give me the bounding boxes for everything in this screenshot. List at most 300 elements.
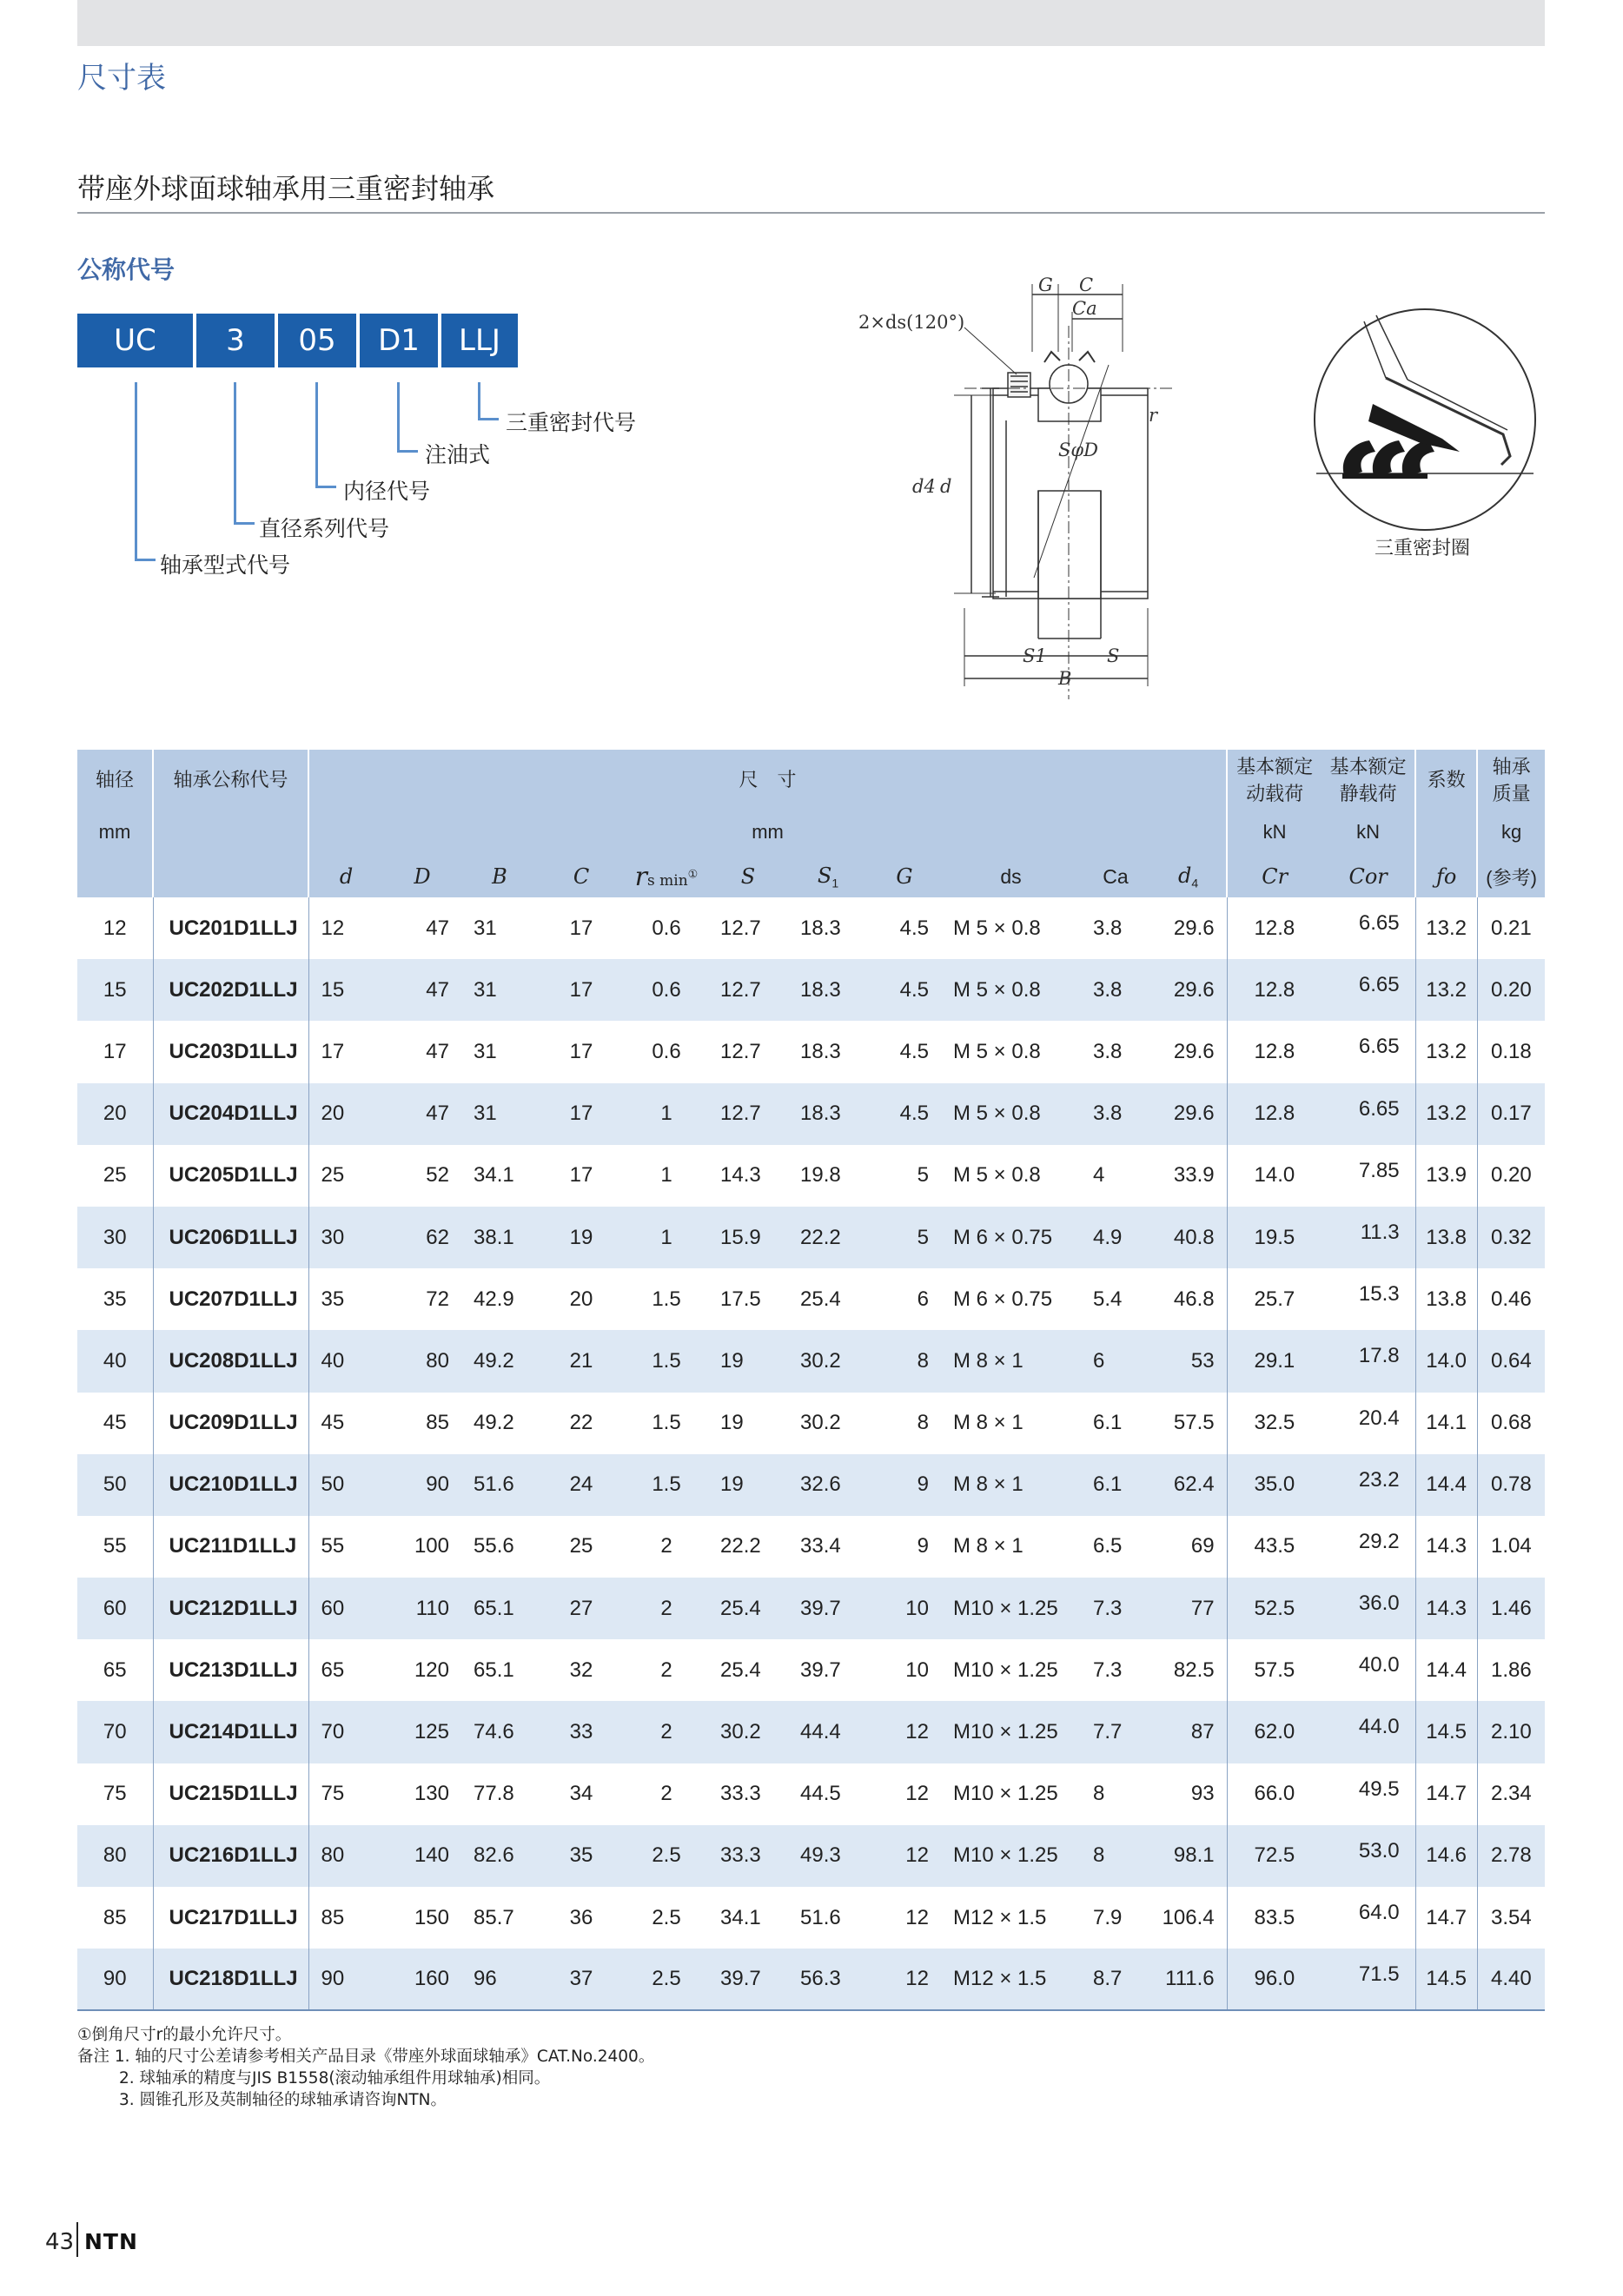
- cell-d4: 29.6: [1150, 959, 1227, 1021]
- cell-S: 19: [708, 1454, 788, 1516]
- header-mass: 轴承 质量: [1477, 750, 1545, 808]
- cell-code: UC203D1LLJ: [153, 1021, 308, 1082]
- note-footnote: ①倒角尺寸r的最小允许尺寸。: [77, 2026, 292, 2044]
- page-heading: 带座外球面球轴承用三重密封轴承: [77, 172, 495, 205]
- header-cr: 基本额定 动载荷: [1227, 750, 1322, 808]
- cell-mass: 0.20: [1477, 959, 1545, 1021]
- cell-shaft: 25: [77, 1145, 153, 1207]
- cell-S: 19: [708, 1393, 788, 1454]
- cell-B: 31: [461, 897, 538, 959]
- cell-rs: 0.6: [625, 959, 708, 1021]
- cell-D: 85: [383, 1393, 461, 1454]
- cell-G: 12: [868, 1949, 941, 2010]
- cell-S: 14.3: [708, 1145, 788, 1207]
- cell-shaft: 35: [77, 1268, 153, 1330]
- cell-S: 12.7: [708, 1083, 788, 1145]
- top-band: [77, 0, 1545, 46]
- cell-S: 33.3: [708, 1763, 788, 1825]
- cell-Ca: 4: [1081, 1145, 1150, 1207]
- table-row: [77, 1701, 1545, 1763]
- cell-S1: 44.4: [788, 1701, 868, 1763]
- cell-mass: 4.40: [1477, 1949, 1545, 2010]
- cell-Cr: 35.0: [1227, 1454, 1322, 1516]
- table-row: [77, 959, 1545, 1021]
- cell-rs: 2: [625, 1701, 708, 1763]
- table-row: [77, 1516, 1545, 1578]
- cell-S1: 18.3: [788, 959, 868, 1021]
- cell-d4: 40.8: [1150, 1207, 1227, 1268]
- cell-Cr: 12.8: [1227, 1021, 1322, 1082]
- cell-C: 22: [538, 1393, 625, 1454]
- cell-Cr: 12.8: [1227, 1083, 1322, 1145]
- cell-shaft: 15: [77, 959, 153, 1021]
- cell-ds: M 5 × 0.8: [941, 897, 1081, 959]
- cell-Cr: 57.5: [1227, 1639, 1322, 1701]
- cell-d: 12: [308, 897, 383, 959]
- cell-B: 49.2: [461, 1393, 538, 1454]
- cell-D: 47: [383, 959, 461, 1021]
- cell-code: UC215D1LLJ: [153, 1763, 308, 1825]
- cell-D: 130: [383, 1763, 461, 1825]
- cell-mass: 0.78: [1477, 1454, 1545, 1516]
- cell-D: 62: [383, 1207, 461, 1268]
- cell-fo: 14.7: [1415, 1763, 1477, 1825]
- code-box-type: UC: [77, 314, 193, 367]
- cell-ds: M 5 × 0.8: [941, 1083, 1081, 1145]
- label-d4: d4: [912, 476, 936, 497]
- unit-dimensions: mm: [308, 808, 1227, 856]
- cell-Cr: 72.5: [1227, 1825, 1322, 1887]
- cell-Ca: 5.4: [1081, 1268, 1150, 1330]
- table-row: [77, 1578, 1545, 1639]
- cell-ds: M10 × 1.25: [941, 1701, 1081, 1763]
- cell-C: 17: [538, 1145, 625, 1207]
- cell-Ca: 3.8: [1081, 1021, 1150, 1082]
- cell-Cor: 11.3: [1322, 1207, 1415, 1268]
- cell-mass: 0.64: [1477, 1330, 1545, 1392]
- cell-d: 25: [308, 1145, 383, 1207]
- cell-B: 65.1: [461, 1639, 538, 1701]
- cell-fo: 13.2: [1415, 897, 1477, 959]
- cell-d: 40: [308, 1330, 383, 1392]
- cell-fo: 14.7: [1415, 1887, 1477, 1949]
- cell-G: 4.5: [868, 897, 941, 959]
- col-B: B: [461, 856, 538, 897]
- cell-B: 77.8: [461, 1763, 538, 1825]
- col-D: D: [383, 856, 461, 897]
- cell-d4: 69: [1150, 1516, 1227, 1578]
- header-code: 轴承公称代号: [153, 750, 308, 808]
- cell-rs: 1.5: [625, 1330, 708, 1392]
- cell-G: 12: [868, 1825, 941, 1887]
- cell-Cor: 23.2: [1322, 1454, 1415, 1516]
- cell-code: UC209D1LLJ: [153, 1393, 308, 1454]
- cell-B: 31: [461, 1083, 538, 1145]
- cell-C: 19: [538, 1207, 625, 1268]
- tree-line: [234, 382, 236, 524]
- cell-S: 25.4: [708, 1639, 788, 1701]
- cell-d: 75: [308, 1763, 383, 1825]
- cell-rs: 2.5: [625, 1825, 708, 1887]
- cell-shaft: 30: [77, 1207, 153, 1268]
- cell-code: UC212D1LLJ: [153, 1578, 308, 1639]
- cell-S1: 44.5: [788, 1763, 868, 1825]
- cell-C: 36: [538, 1887, 625, 1949]
- cell-Ca: 8.7: [1081, 1949, 1150, 2010]
- header-shaft: 轴径: [77, 750, 153, 808]
- cell-B: 31: [461, 1021, 538, 1082]
- code-label-series: 直径系列代号: [259, 516, 390, 541]
- cell-B: 82.6: [461, 1825, 538, 1887]
- cell-G: 9: [868, 1516, 941, 1578]
- cell-Cr: 32.5: [1227, 1393, 1322, 1454]
- cell-fo: 14.0: [1415, 1330, 1477, 1392]
- cell-G: 10: [868, 1578, 941, 1639]
- cell-d: 17: [308, 1021, 383, 1082]
- cell-Cor: 64.0: [1322, 1887, 1415, 1949]
- cell-code: UC218D1LLJ: [153, 1949, 308, 2010]
- cell-rs: 1: [625, 1207, 708, 1268]
- cell-S1: 30.2: [788, 1393, 868, 1454]
- cell-S: 12.7: [708, 959, 788, 1021]
- table-row: [77, 1268, 1545, 1330]
- cell-code: UC202D1LLJ: [153, 959, 308, 1021]
- cell-G: 9: [868, 1454, 941, 1516]
- cell-B: 31: [461, 959, 538, 1021]
- col-S1: $S_1$: [788, 856, 868, 897]
- footer-divider: [76, 2222, 78, 2257]
- cell-G: 10: [868, 1639, 941, 1701]
- cell-Ca: 8: [1081, 1763, 1150, 1825]
- cell-D: 150: [383, 1887, 461, 1949]
- code-box-grease: D1: [360, 314, 438, 367]
- cell-Cr: 25.7: [1227, 1268, 1322, 1330]
- cell-Cor: 15.3: [1322, 1268, 1415, 1330]
- cell-d4: 98.1: [1150, 1825, 1227, 1887]
- cell-Cor: 71.5: [1322, 1949, 1415, 2010]
- cell-S: 22.2: [708, 1516, 788, 1578]
- cell-mass: 0.21: [1477, 897, 1545, 959]
- cell-mass: 1.04: [1477, 1516, 1545, 1578]
- cell-D: 120: [383, 1639, 461, 1701]
- col-Cor: Cor: [1322, 856, 1415, 897]
- cell-G: 4.5: [868, 959, 941, 1021]
- cell-code: UC206D1LLJ: [153, 1207, 308, 1268]
- unit-cor: kN: [1322, 808, 1415, 856]
- cell-fo: 14.5: [1415, 1701, 1477, 1763]
- cell-S: 19: [708, 1330, 788, 1392]
- cell-d4: 62.4: [1150, 1454, 1227, 1516]
- cell-rs: 1: [625, 1083, 708, 1145]
- cell-G: 8: [868, 1393, 941, 1454]
- cell-mass: 2.78: [1477, 1825, 1545, 1887]
- cell-d4: 87: [1150, 1701, 1227, 1763]
- cell-C: 17: [538, 1083, 625, 1145]
- cell-B: 96: [461, 1949, 538, 2010]
- cell-fo: 14.3: [1415, 1578, 1477, 1639]
- cell-d4: 93: [1150, 1763, 1227, 1825]
- cell-Cor: 53.0: [1322, 1825, 1415, 1887]
- cell-Cr: 43.5: [1227, 1516, 1322, 1578]
- cell-D: 52: [383, 1145, 461, 1207]
- cell-rs: 2: [625, 1763, 708, 1825]
- tree-line: [315, 486, 336, 488]
- cell-Cor: 6.65: [1322, 959, 1415, 1021]
- cell-Cr: 29.1: [1227, 1330, 1322, 1392]
- cell-Cor: 7.85: [1322, 1145, 1415, 1207]
- tree-line: [135, 382, 137, 560]
- cell-ds: M 8 × 1: [941, 1330, 1081, 1392]
- header-factor: 系数: [1415, 750, 1477, 808]
- tree-line: [234, 522, 255, 525]
- cell-Ca: 6.1: [1081, 1454, 1150, 1516]
- cell-D: 72: [383, 1268, 461, 1330]
- label-C: C: [1079, 275, 1094, 295]
- table-row: [77, 1083, 1545, 1145]
- cell-S: 15.9: [708, 1207, 788, 1268]
- cell-fo: 14.5: [1415, 1949, 1477, 2010]
- col-mass: (参考): [1477, 856, 1545, 897]
- cell-S1: 51.6: [788, 1887, 868, 1949]
- cell-d4: 29.6: [1150, 897, 1227, 959]
- cell-Cor: 6.65: [1322, 897, 1415, 959]
- table-row: [77, 1949, 1545, 2010]
- cell-S: 12.7: [708, 1021, 788, 1082]
- cell-G: 8: [868, 1330, 941, 1392]
- cell-ds: M 8 × 1: [941, 1393, 1081, 1454]
- cell-d4: 106.4: [1150, 1887, 1227, 1949]
- cell-code: UC216D1LLJ: [153, 1825, 308, 1887]
- cell-code: UC208D1LLJ: [153, 1330, 308, 1392]
- cell-d: 90: [308, 1949, 383, 2010]
- cell-Cr: 66.0: [1227, 1763, 1322, 1825]
- cell-Cr: 19.5: [1227, 1207, 1322, 1268]
- cell-rs: 2: [625, 1578, 708, 1639]
- cell-S: 34.1: [708, 1887, 788, 1949]
- cell-d4: 53: [1150, 1330, 1227, 1392]
- cell-shaft: 85: [77, 1887, 153, 1949]
- cell-G: 12: [868, 1763, 941, 1825]
- cell-Ca: 3.8: [1081, 1083, 1150, 1145]
- cell-B: 34.1: [461, 1145, 538, 1207]
- table-row: [77, 1393, 1545, 1454]
- cell-shaft: 60: [77, 1578, 153, 1639]
- code-box-bore: 05: [278, 314, 356, 367]
- label-Ca: Ca: [1072, 298, 1097, 319]
- cell-C: 35: [538, 1825, 625, 1887]
- cell-code: UC210D1LLJ: [153, 1454, 308, 1516]
- cell-S: 39.7: [708, 1949, 788, 2010]
- cell-D: 80: [383, 1330, 461, 1392]
- cell-shaft: 12: [77, 897, 153, 959]
- cell-d: 70: [308, 1701, 383, 1763]
- cell-D: 47: [383, 1083, 461, 1145]
- code-label-grease: 注油式: [425, 442, 491, 467]
- cell-shaft: 40: [77, 1330, 153, 1392]
- col-Ca: Ca: [1081, 856, 1150, 897]
- cell-G: 4.5: [868, 1083, 941, 1145]
- cell-D: 140: [383, 1825, 461, 1887]
- cell-D: 110: [383, 1578, 461, 1639]
- label-S: S: [1107, 645, 1120, 666]
- col-d4: $d_4$: [1150, 856, 1227, 897]
- cell-rs: 1.5: [625, 1454, 708, 1516]
- table-row: [77, 1763, 1545, 1825]
- cell-C: 25: [538, 1516, 625, 1578]
- table-row: [77, 1207, 1545, 1268]
- cell-Ca: 3.8: [1081, 959, 1150, 1021]
- cell-G: 12: [868, 1701, 941, 1763]
- note-2: 2. 球轴承的精度与JIS B1558(滚动轴承组件用球轴承)相同。: [119, 2069, 551, 2088]
- cell-ds: M12 × 1.5: [941, 1949, 1081, 2010]
- section-title: 尺寸表: [77, 61, 166, 96]
- cell-d4: 29.6: [1150, 1083, 1227, 1145]
- cell-fo: 13.2: [1415, 959, 1477, 1021]
- cell-B: 85.7: [461, 1887, 538, 1949]
- cell-ds: M10 × 1.25: [941, 1578, 1081, 1639]
- cell-d: 55: [308, 1516, 383, 1578]
- tree-line: [397, 382, 400, 452]
- cell-S1: 30.2: [788, 1330, 868, 1392]
- notes: [77, 2024, 654, 2111]
- cell-d4: 33.9: [1150, 1145, 1227, 1207]
- cell-code: UC214D1LLJ: [153, 1701, 308, 1763]
- bearing-drawing: [851, 265, 1564, 708]
- cell-C: 20: [538, 1268, 625, 1330]
- cell-ds: M 5 × 0.8: [941, 1145, 1081, 1207]
- cell-S1: 22.2: [788, 1207, 868, 1268]
- cell-fo: 14.3: [1415, 1516, 1477, 1578]
- cell-rs: 2.5: [625, 1887, 708, 1949]
- cell-shaft: 75: [77, 1763, 153, 1825]
- cell-code: UC213D1LLJ: [153, 1639, 308, 1701]
- cell-S: 30.2: [708, 1701, 788, 1763]
- cell-S: 17.5: [708, 1268, 788, 1330]
- col-C: C: [538, 856, 625, 897]
- cell-fo: 14.4: [1415, 1454, 1477, 1516]
- cell-d: 15: [308, 959, 383, 1021]
- cell-d: 45: [308, 1393, 383, 1454]
- cell-S: 12.7: [708, 897, 788, 959]
- col-ds: ds: [941, 856, 1081, 897]
- cell-S1: 49.3: [788, 1825, 868, 1887]
- cell-d4: 82.5: [1150, 1639, 1227, 1701]
- cell-ds: M 8 × 1: [941, 1516, 1081, 1578]
- cell-Cor: 29.2: [1322, 1516, 1415, 1578]
- code-label-type: 轴承型式代号: [160, 552, 291, 578]
- unit-mass: kg: [1477, 808, 1545, 856]
- cell-Ca: 3.8: [1081, 897, 1150, 959]
- cell-mass: 1.46: [1477, 1578, 1545, 1639]
- cell-Cor: 40.0: [1322, 1639, 1415, 1701]
- cell-Cor: 49.5: [1322, 1763, 1415, 1825]
- cell-rs: 1: [625, 1145, 708, 1207]
- unit-cr: kN: [1227, 808, 1322, 856]
- cell-code: UC211D1LLJ: [153, 1516, 308, 1578]
- cell-shaft: 65: [77, 1639, 153, 1701]
- cell-B: 42.9: [461, 1268, 538, 1330]
- cell-Cr: 12.8: [1227, 897, 1322, 959]
- cell-shaft: 20: [77, 1083, 153, 1145]
- cell-G: 12: [868, 1887, 941, 1949]
- cell-ds: M 5 × 0.8: [941, 959, 1081, 1021]
- cell-Cor: 17.8: [1322, 1330, 1415, 1392]
- cell-B: 74.6: [461, 1701, 538, 1763]
- cell-S1: 18.3: [788, 1021, 868, 1082]
- cell-Cor: 20.4: [1322, 1393, 1415, 1454]
- code-label-bore: 内径代号: [343, 479, 431, 504]
- spec-table: [77, 750, 1545, 2011]
- cell-S1: 32.6: [788, 1454, 868, 1516]
- cell-ds: M12 × 1.5: [941, 1887, 1081, 1949]
- cell-Ca: 7.9: [1081, 1887, 1150, 1949]
- table-row: [77, 1887, 1545, 1949]
- cell-B: 55.6: [461, 1516, 538, 1578]
- cell-shaft: 50: [77, 1454, 153, 1516]
- code-heading: 公称代号: [77, 255, 176, 284]
- cell-B: 38.1: [461, 1207, 538, 1268]
- cell-code: UC205D1LLJ: [153, 1145, 308, 1207]
- cell-Cor: 6.65: [1322, 1083, 1415, 1145]
- cell-fo: 13.2: [1415, 1021, 1477, 1082]
- cell-C: 24: [538, 1454, 625, 1516]
- cell-S1: 56.3: [788, 1949, 868, 2010]
- cell-mass: 2.10: [1477, 1701, 1545, 1763]
- cell-B: 51.6: [461, 1454, 538, 1516]
- page-number: 43: [45, 2229, 75, 2255]
- cell-code: UC207D1LLJ: [153, 1268, 308, 1330]
- cell-B: 49.2: [461, 1330, 538, 1392]
- cell-mass: 0.46: [1477, 1268, 1545, 1330]
- cell-C: 32: [538, 1639, 625, 1701]
- cell-ds: M 8 × 1: [941, 1454, 1081, 1516]
- cell-Ca: 6: [1081, 1330, 1150, 1392]
- cell-G: 6: [868, 1268, 941, 1330]
- cell-rs: 0.6: [625, 897, 708, 959]
- cell-mass: 3.54: [1477, 1887, 1545, 1949]
- cell-Ca: 7.7: [1081, 1701, 1150, 1763]
- cell-mass: 0.68: [1477, 1393, 1545, 1454]
- label-SD: SφD: [1058, 440, 1098, 460]
- tree-line: [135, 559, 156, 561]
- cell-C: 17: [538, 1021, 625, 1082]
- cell-fo: 14.4: [1415, 1639, 1477, 1701]
- cell-fo: 13.8: [1415, 1207, 1477, 1268]
- cell-d4: 57.5: [1150, 1393, 1227, 1454]
- cell-S: 25.4: [708, 1578, 788, 1639]
- cell-G: 5: [868, 1145, 941, 1207]
- table-row: [77, 1825, 1545, 1887]
- cell-ds: M 6 × 0.75: [941, 1268, 1081, 1330]
- label-B: B: [1058, 668, 1072, 689]
- tree-line: [478, 382, 480, 420]
- heading-divider: [77, 212, 1545, 214]
- cell-S1: 39.7: [788, 1639, 868, 1701]
- cell-rs: 2: [625, 1639, 708, 1701]
- cell-mass: 1.86: [1477, 1639, 1545, 1701]
- cell-code: UC204D1LLJ: [153, 1083, 308, 1145]
- col-fo: ƒo: [1415, 856, 1477, 897]
- cell-S1: 39.7: [788, 1578, 868, 1639]
- table-row: [77, 1021, 1545, 1082]
- cell-D: 90: [383, 1454, 461, 1516]
- cell-G: 5: [868, 1207, 941, 1268]
- cell-shaft: 45: [77, 1393, 153, 1454]
- cell-fo: 13.9: [1415, 1145, 1477, 1207]
- cell-B: 65.1: [461, 1578, 538, 1639]
- cell-Ca: 7.3: [1081, 1639, 1150, 1701]
- cell-C: 17: [538, 959, 625, 1021]
